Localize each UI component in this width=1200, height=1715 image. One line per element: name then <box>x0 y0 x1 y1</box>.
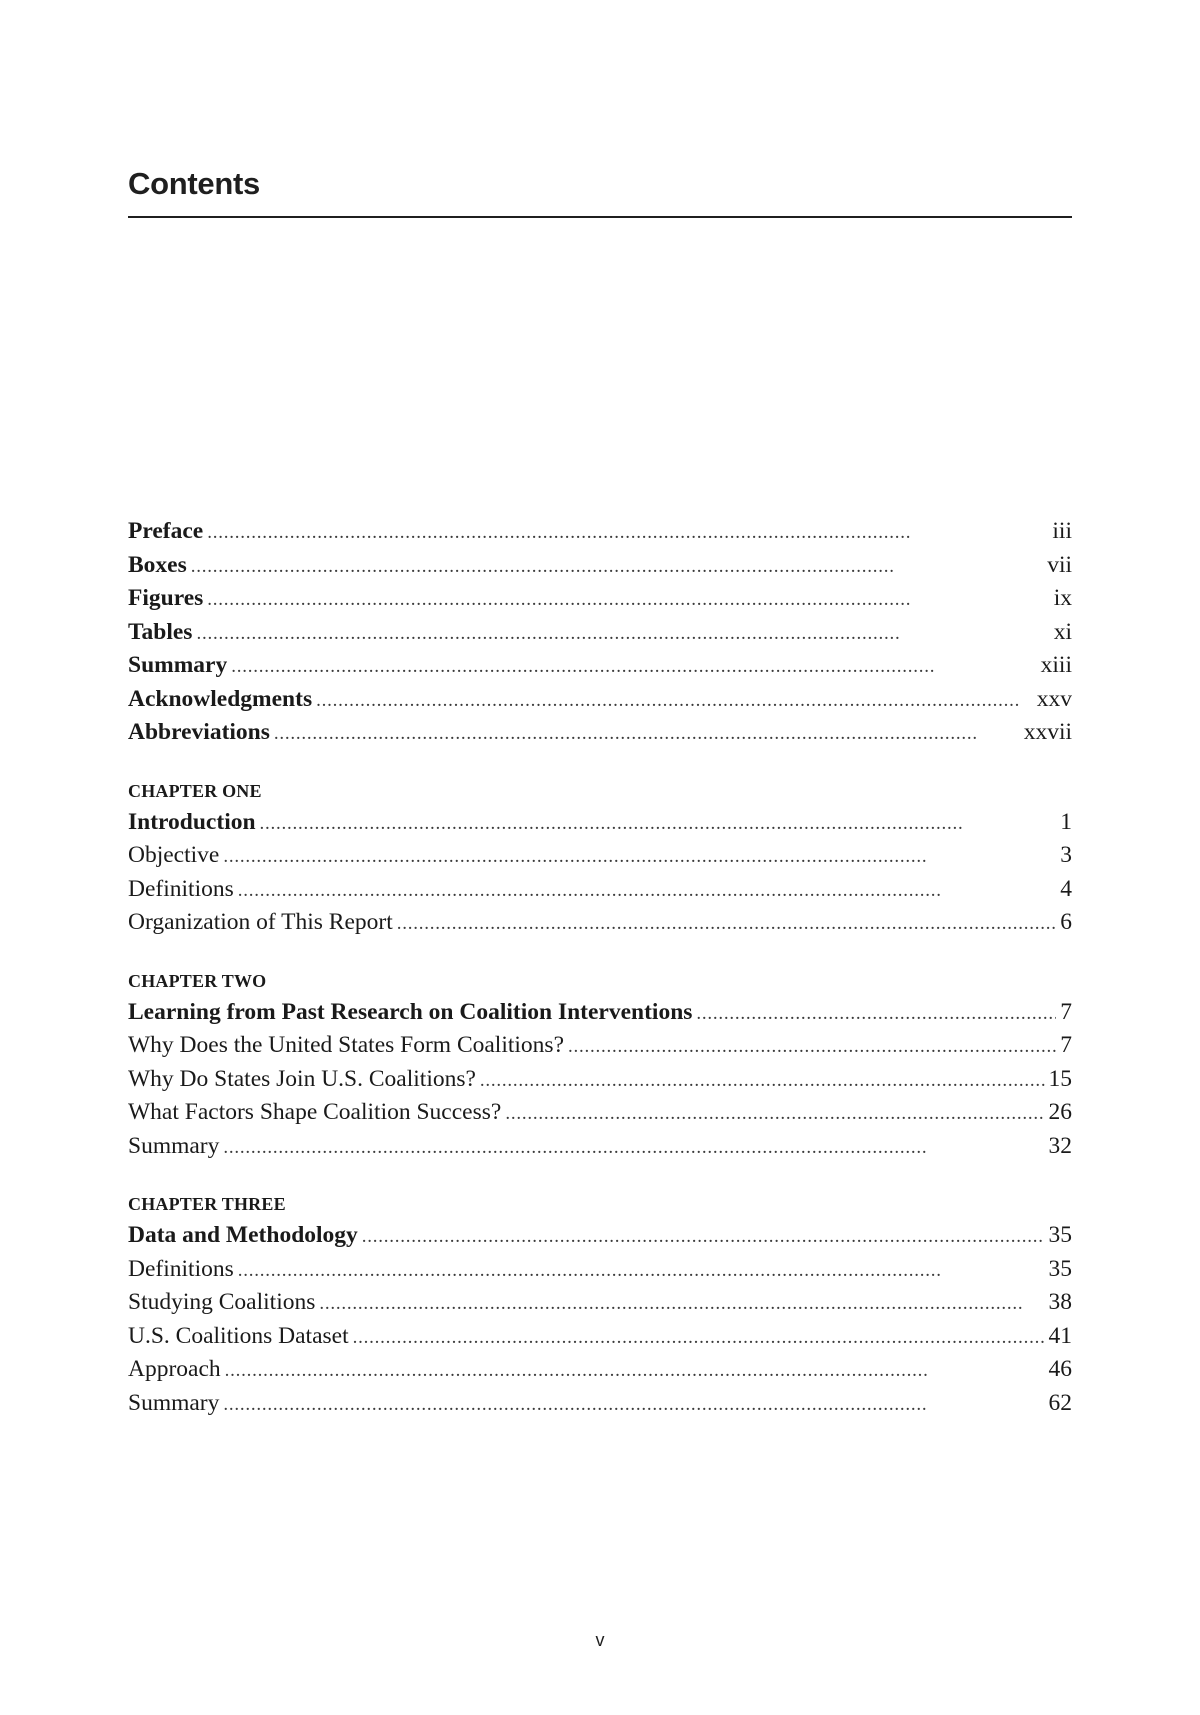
toc-page-number: ix <box>1053 585 1072 611</box>
dot-leader <box>397 907 1056 941</box>
dot-leader <box>231 650 1036 684</box>
toc-entry-title: Definitions <box>128 875 234 902</box>
chapter-one-section <box>128 776 1072 940</box>
toc-page-number: iii <box>1052 518 1072 544</box>
toc-page-number: 46 <box>1048 1356 1072 1382</box>
toc-entry-abbreviations[interactable] <box>128 716 1072 750</box>
toc-entry-tables[interactable] <box>128 616 1072 650</box>
dot-leader <box>480 1064 1045 1098</box>
toc-entry-title: Boxes <box>128 551 187 578</box>
dot-leader <box>196 617 1049 651</box>
toc-section-entry[interactable] <box>128 1096 1072 1130</box>
toc-entry-title: Organization of This Report <box>128 909 393 935</box>
toc-page-number: 3 <box>1060 842 1072 868</box>
toc-entry-title: U.S. Coalitions Dataset <box>128 1322 349 1349</box>
toc-section-entry[interactable] <box>128 1029 1072 1063</box>
dot-leader <box>238 874 1057 908</box>
dot-leader <box>207 583 1049 617</box>
toc-entry-title: Summary <box>128 1389 220 1416</box>
toc-entry-title: Learning from Past Research on Coalition Interventions <box>128 998 693 1025</box>
toc-entry-title: Why Does the United States Form Coalitions? <box>128 1032 565 1058</box>
toc-entry-title: Introduction <box>128 808 256 835</box>
toc-section-entry[interactable] <box>128 1353 1072 1387</box>
toc-page-number: 1 <box>1060 808 1072 835</box>
toc-section-entry[interactable] <box>128 906 1072 940</box>
chapter-two-section <box>128 966 1072 1164</box>
toc-entry-title: Preface <box>128 518 204 544</box>
toc-entry-title: Acknowledgments <box>128 685 313 712</box>
toc-page-number: 7 <box>1060 1032 1072 1058</box>
toc-page-number: 6 <box>1060 909 1072 935</box>
chapter-three-section <box>128 1189 1072 1420</box>
dot-leader <box>225 1354 1045 1388</box>
toc-entry-title: Data and Methodology <box>128 1222 358 1248</box>
dot-leader <box>191 550 1043 584</box>
dot-leader <box>223 1388 1044 1422</box>
toc-section-entry[interactable] <box>128 873 1072 907</box>
dot-leader <box>353 1321 1045 1355</box>
front-matter-section <box>128 515 1072 750</box>
dot-leader <box>568 1030 1056 1064</box>
toc-entry-boxes[interactable] <box>128 549 1072 583</box>
toc-page-number: 32 <box>1048 1132 1072 1159</box>
toc-section-entry[interactable] <box>128 1320 1072 1354</box>
toc-page-number: 26 <box>1048 1099 1072 1125</box>
toc-entry-title: Tables <box>128 618 193 645</box>
dot-leader <box>223 1131 1044 1165</box>
toc-entry-summary[interactable] <box>128 649 1072 683</box>
toc-section-entry[interactable] <box>128 839 1072 873</box>
toc-entry-title: Abbreviations <box>128 719 270 745</box>
toc-section-entry[interactable] <box>128 1286 1072 1320</box>
dot-leader <box>505 1097 1044 1131</box>
toc-page-number: 38 <box>1048 1289 1072 1315</box>
dot-leader <box>238 1254 1045 1288</box>
chapter-label: CHAPTER TWO <box>128 970 267 991</box>
toc-page-number: xiii <box>1040 652 1072 678</box>
chapter-label: CHAPTER THREE <box>128 1194 286 1214</box>
chapter-label: CHAPTER ONE <box>128 780 262 801</box>
toc-chapter-title[interactable] <box>128 1219 1072 1253</box>
toc-entry-figures[interactable] <box>128 582 1072 616</box>
toc-chapter-title[interactable] <box>128 806 1072 840</box>
toc-page-number: xi <box>1053 618 1072 645</box>
toc-page-number: 4 <box>1060 875 1072 902</box>
dot-leader <box>274 717 1020 751</box>
toc-section-entry[interactable] <box>128 1130 1072 1164</box>
table-of-contents <box>128 515 1072 1420</box>
toc-page-number: 15 <box>1048 1065 1072 1092</box>
page-folio: v <box>595 1630 605 1650</box>
dot-leader <box>316 684 1033 718</box>
dot-leader <box>362 1220 1045 1254</box>
dot-leader <box>260 807 1057 841</box>
toc-entry-title: Objective <box>128 842 220 868</box>
toc-entry-title: What Factors Shape Coalition Success? <box>128 1099 502 1125</box>
page-title: Contents <box>128 166 260 201</box>
toc-chapter-title[interactable] <box>128 996 1072 1030</box>
toc-entry-title: Definitions <box>128 1255 234 1282</box>
toc-section-entry[interactable] <box>128 1253 1072 1287</box>
toc-page-number: 7 <box>1060 998 1072 1025</box>
toc-entry-title: Summary <box>128 652 228 678</box>
toc-section-entry[interactable] <box>128 1063 1072 1097</box>
toc-page-number: 41 <box>1048 1322 1072 1349</box>
toc-page-number: 35 <box>1048 1255 1072 1282</box>
toc-section-entry[interactable] <box>128 1387 1072 1421</box>
toc-entry-title: Figures <box>128 585 204 611</box>
toc-page-number: xxvii <box>1023 719 1072 745</box>
dot-leader <box>319 1287 1044 1321</box>
toc-entry-acknowledgments[interactable] <box>128 683 1072 717</box>
toc-page-number: 35 <box>1048 1222 1072 1248</box>
toc-entry-title: Studying Coalitions <box>128 1289 316 1315</box>
title-rule <box>128 216 1072 218</box>
toc-entry-title: Approach <box>128 1356 221 1382</box>
toc-entry-title: Why Do States Join U.S. Coalitions? <box>128 1065 476 1092</box>
dot-leader <box>207 516 1048 550</box>
toc-page-number: 62 <box>1048 1389 1072 1416</box>
toc-entry-title: Summary <box>128 1132 220 1159</box>
dot-leader <box>696 997 1056 1031</box>
toc-page-number: vii <box>1047 551 1072 578</box>
toc-page-number: xxv <box>1036 685 1072 712</box>
toc-entry-preface[interactable] <box>128 515 1072 549</box>
dot-leader <box>223 840 1056 874</box>
